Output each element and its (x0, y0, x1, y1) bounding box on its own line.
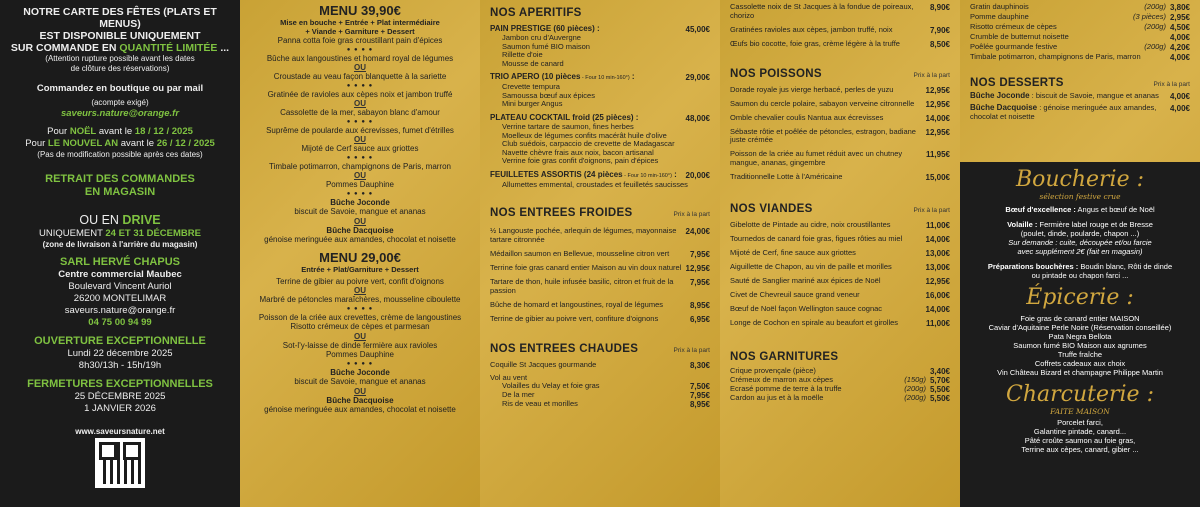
charcuterie-item: Porcelet farci, (1057, 418, 1103, 427)
product-name: Tartare de thon, huile infusée basilic, citron et fruit de la passion (490, 276, 674, 295)
product-price: 12,95€ (925, 99, 950, 109)
separator: ● ● ● ● (346, 82, 374, 89)
info-panel (0, 0, 240, 507)
menu-item: Risotto crémeux de cèpes et parmesan (290, 322, 430, 331)
product-quantity: (150g) (904, 374, 926, 384)
separator: ● ● ● ● (346, 305, 374, 312)
product-name: Sauté de Sanglier mariné aux épices de Noël (730, 275, 881, 285)
product-price: 12,95€ (925, 127, 950, 137)
retrait-heading-2: EN MAGASIN (84, 186, 156, 198)
product-name: Poisson de la criée au fumet réduit avec un chutney mangue, ananas, gingembre (730, 149, 903, 167)
product-row (490, 264, 710, 273)
product-price: 8,50€ (929, 39, 950, 49)
product-row (730, 3, 950, 21)
boucherie-line: avec supplément 2€ (fait en magasin) (1017, 247, 1143, 256)
boucherie-title: Boucherie : (1015, 167, 1145, 192)
contact-email[interactable]: saveurs.nature@orange.fr (64, 304, 176, 316)
charcuterie-item: Pâté croûte saumon au foie gras, (1024, 436, 1136, 445)
product-name: Ecrasé pomme de terre à la truffe (730, 383, 842, 393)
menu-1-title: MENU 39,90€ (319, 3, 401, 18)
product-name: Timbale potimarron, champignons de Paris, marron (970, 52, 1141, 61)
specialties-panel (960, 162, 1200, 507)
section-title: NOS ENTREES CHAUDES Prix à la part (490, 342, 710, 355)
product-name: Aiguillette de Chapon, au vin de paille et morilles (730, 261, 892, 271)
sub-item: Moelleux de légumes confits macérât huile d'olive (502, 130, 667, 140)
product-row (730, 100, 950, 109)
product-row (730, 128, 950, 146)
sub-item: Rillette d'oie (502, 50, 543, 60)
product-row (730, 249, 950, 258)
product-price: 7,90€ (929, 25, 950, 35)
product-price: 11,00€ (925, 318, 950, 328)
product-row (490, 315, 710, 324)
menu-dessert-desc: génoise meringuée aux amandes, chocolat et noisette (264, 405, 456, 414)
sub-item: Jambon cru d'Auvergne (502, 33, 581, 42)
closing-heading: FERMETURES EXCEPTIONNELLES (27, 377, 213, 390)
product-row (490, 250, 710, 259)
sub-item: Saumon fumé BIO maison (502, 41, 590, 51)
section-title: NOS DESSERTS Prix à la part (970, 77, 1190, 89)
product-price: 5,70€ (929, 375, 950, 385)
product-price: 14,00€ (925, 234, 950, 244)
menu-item: Timbale potimarron, champignons de Paris, marron (268, 161, 451, 171)
charcuterie-item: Terrine aux cèpes, canard, gibier ... (1021, 445, 1139, 454)
product-row (730, 263, 950, 272)
epicerie-item: Pata Negra Bellota (1048, 332, 1112, 341)
entrees-chaudes-continued (730, 3, 950, 49)
product-name: Terrine foie gras canard entier Maison au vin doux naturel (490, 262, 682, 272)
menu-item: Pommes Dauphine (325, 180, 395, 189)
product-price: 13,00€ (925, 262, 950, 272)
product-row (730, 291, 950, 300)
opening-heading: OUVERTURE EXCEPTIONNELLE (34, 334, 206, 347)
product-price: 5,50€ (929, 393, 950, 403)
product-name: Civet de Chevreuil sauce grand veneur (730, 289, 860, 299)
product-quantity: (200g) (1144, 2, 1166, 11)
product-row (970, 3, 1190, 12)
product-quantity: (200g) (904, 383, 926, 393)
boucherie-line: (poulet, dinde, poularde, chapon ...) (1020, 229, 1140, 238)
address-line: 26200 MONTELIMAR (73, 292, 167, 304)
section-title: NOS APERITIFS (490, 7, 582, 19)
menu-1-subtitle: + Viande + Garniture + Dessert (305, 27, 415, 36)
section-title: NOS POISSONS Prix à la part (730, 67, 950, 80)
menu-dessert: Bûche Joconde (330, 367, 390, 377)
product-name: Dorade royale jus vierge herbacé, perles de yuzu (730, 84, 894, 94)
menu-item: Mijoté de Cerf sauce aux griottes (301, 144, 419, 153)
product-price: 7,95€ (689, 249, 710, 259)
intro-line-3: SUR COMMANDE EN QUANTITÉ LIMITÉE ... (10, 42, 230, 54)
drive-line: OU EN DRIVE (79, 213, 161, 227)
sub-item: Mini burger Angus (502, 99, 563, 109)
product-row (970, 23, 1190, 32)
product-price: 11,95€ (925, 150, 950, 160)
product-price: 24,00€ (685, 227, 710, 237)
menu-item: Marbré de pétoncles maraîchères, mousseline ciboulette (259, 295, 461, 304)
product-name: Cassolette noix de St Jacques à la fondue de poireaux, chorizo (730, 2, 914, 20)
menu-1-subtitle: Mise en bouche + Entrée + Plat intermédiaire (280, 18, 440, 27)
product-price: 13,00€ (925, 248, 950, 258)
product-row (970, 43, 1190, 52)
closing-date: 1 JANVIER 2026 (84, 402, 156, 414)
or-label: OU (354, 135, 366, 144)
plats-column (720, 0, 960, 507)
product-name: Crumble de butternut noisette (970, 32, 1069, 41)
menu-item: Gratinée de ravioles aux cèpes noix et jambon truffé (267, 89, 453, 99)
separator: ● ● ● ● (346, 190, 374, 197)
qr-code-icon[interactable] (95, 438, 145, 488)
boucherie-line: Bœuf d'excellence : Angus et bœuf de Noël (1005, 205, 1155, 214)
charcuterie-item: Galantine pintade, canard... (1033, 427, 1127, 436)
product-name: Crique provençale (pièce) (730, 365, 816, 375)
menu-item: Pommes Dauphine (325, 350, 395, 359)
product-row: De la mer 7,95€ (502, 390, 710, 401)
product-name: Médaillon saumon en Bellevue, mousseline citron vert (490, 248, 670, 258)
product-price: 14,00€ (925, 304, 950, 314)
drive-dates: UNIQUEMENT 24 ET 31 DÉCEMBRE (39, 228, 201, 239)
product-price: 8,90€ (929, 3, 950, 12)
menu-item: Sot-l'y-laisse de dinde fermière aux ravioles (282, 340, 438, 350)
product-price: 14,00€ (925, 113, 950, 123)
product-row (730, 235, 950, 244)
product-quantity: (200g) (1144, 22, 1166, 31)
product-price: 12,95€ (925, 276, 950, 286)
product-row: TRIO APERO (10 pièces - Four 10 min-160°) : 29,00€ (490, 72, 710, 83)
website-link[interactable]: www.saveursnature.net (75, 426, 165, 436)
product-row: Vol au vent (490, 372, 528, 382)
epicerie-item: Foie gras de canard entier MAISON (1020, 314, 1140, 323)
product-row (490, 278, 710, 296)
sub-item: Crevette tempura (502, 82, 560, 92)
menu-dessert-desc: génoise meringuée aux amandes, chocolat et noisette (264, 235, 456, 244)
product-name: Risotto crémeux de cèpes (970, 22, 1057, 31)
product-name: Œufs bio cocotte, foie gras, crème légère à la truffe (730, 38, 900, 48)
product-name: Longe de Cochon en spirale au beaufort et girolles (730, 317, 899, 327)
nouvel-an-deadline: Pour LE NOUVEL AN avant le 26 / 12 / 2025 (25, 137, 215, 149)
product-row: Volailles du Velay et foie gras 7,50€ (502, 381, 710, 392)
retrait-heading: RETRAIT DES COMMANDES (45, 173, 195, 185)
sub-item: Mousse de canard (502, 58, 564, 68)
product-name: Saumon du cercle polaire, sabayon verveine citronnelle (730, 98, 915, 108)
product-price: 12,95€ (925, 85, 950, 95)
product-name: Terrine de gibier au poivre vert, confiture d'oignons (490, 313, 659, 323)
product-row (730, 277, 950, 286)
menu-item: Poisson de la criée aux crevettes, crème de langoustines (258, 312, 462, 322)
menu-2-title: MENU 29,00€ (319, 249, 401, 265)
product-quantity: (200g) (1144, 42, 1166, 51)
intro-line-2: EST DISPONIBLE UNIQUEMENT (39, 30, 201, 42)
viandes-list (730, 221, 950, 328)
product-price: 11,00€ (925, 220, 950, 230)
product-price: 3,80€ (1169, 3, 1190, 12)
product-price: 4,00€ (1169, 53, 1190, 62)
product-name: Bœuf de Noël façon Wellington sauce cognac (730, 303, 883, 313)
or-label: OU (354, 386, 366, 396)
product-row: Bûche Joconde : biscuit de Savoie, mangue et ananas 4,00€ (970, 91, 1190, 101)
product-price: 4,00€ (1169, 33, 1190, 42)
menu-dessert: Bûche Dacquoise (326, 395, 394, 405)
product-row: PAIN PRESTIGE (60 pièces) : 45,00€ (490, 24, 710, 34)
sub-item: Verrine tartare de saumon, fines herbes (502, 121, 634, 131)
product-name: Poêlée gourmande festive (970, 42, 1058, 51)
charcuterie-subtitle: FAITE MAISON (1050, 407, 1110, 416)
product-row (730, 221, 950, 230)
product-name: Bûche de homard et langoustines, royal de légumes (490, 299, 664, 309)
entrees-froides-list (490, 227, 710, 323)
epicerie-list (970, 314, 1190, 377)
note: de clôture des réservations) (70, 63, 170, 73)
product-name: Mijoté de Cerf, fine sauce aux griottes (730, 247, 856, 257)
epicerie-title: Épicerie : (1026, 285, 1134, 310)
product-name: ½ Langouste pochée, arlequin de légumes, mayonnaise tartare citronnée (490, 226, 677, 245)
sub-item: Club suédois, carpaccio de crevette de Madagascar (502, 139, 675, 149)
product-row (730, 86, 950, 95)
product-row (730, 173, 950, 182)
product-name: Sébaste rôtie et poêlée de pétoncles, estragon, badiane juste crémée (730, 126, 916, 145)
menu-item: Suprême de poularde aux écrevisses, fumet d'étrilles (266, 125, 454, 135)
product-price: 2,95€ (1169, 13, 1190, 22)
menu-item: Croustade au veau façon blanquette à la sariette (273, 72, 447, 81)
menu-item: Terrine de gibier au poivre vert, confit d'oignons (276, 276, 444, 286)
poissons-list (730, 86, 950, 182)
garnitures-list (730, 367, 950, 403)
noel-deadline: Pour NOËL avant le 18 / 12 / 2025 (47, 125, 193, 137)
sub-item: Allumettes emmental, croustades et feuilletés saucisses (502, 179, 688, 189)
menu-item: Bûche aux langoustines et homard royal de légumes (266, 53, 454, 63)
product-row: PLATEAU COCKTAIL froid (25 pièces) : 48,00€ (490, 112, 710, 123)
address-line: Boulevard Vincent Auriol (68, 280, 172, 292)
address-line: Centre commercial Maubec (58, 268, 182, 280)
menus-panel (240, 0, 480, 507)
menu-dessert: Bûche Joconde (330, 197, 390, 207)
epicerie-item: Truffe fraîche (1057, 350, 1103, 359)
opening-hours: 8h30/13h - 15h/19h (78, 359, 162, 371)
order-info: Commandez en boutique ou par mail (36, 83, 204, 94)
or-label: OU (354, 171, 366, 180)
product-row (730, 305, 950, 314)
note: (Attention rupture possible avant les dates (45, 54, 195, 63)
product-name: Gratinées ravioles aux cèpes, jambon truffé, noix (730, 24, 893, 34)
or-label: OU (354, 63, 366, 72)
charcuterie-list (970, 418, 1190, 454)
boucherie-line: Volaille : Fermière label rouge et de Bresse (1007, 220, 1153, 229)
sub-item: Navette chèvre frais aux noix, bacon artisanal (502, 147, 654, 157)
epicerie-item: Coffrets cadeaux aux choix (1034, 359, 1126, 368)
menu-dessert-desc: biscuit de Savoie, mangue et ananas (294, 377, 426, 386)
menu-item: Cassolette de la mer, sabayon blanc d'amour (280, 108, 440, 117)
product-row (730, 319, 950, 328)
product-name: Crémeux de marron aux cèpes (730, 374, 833, 384)
product-name: Cardon au jus et à la moëlle (730, 392, 824, 402)
separator: ● ● ● ● (346, 360, 374, 367)
or-label: OU (354, 286, 366, 295)
epicerie-item: Caviar d'Aquitaine Perle Noire (Réservation conseillée) (988, 323, 1172, 332)
no-modification-note: (Pas de modification possible après ces dates) (37, 149, 203, 159)
product-row (730, 114, 950, 123)
product-name: Pomme dauphine (970, 12, 1029, 21)
menu-2-subtitle: Entrée + Plat/Garniture + Dessert (301, 264, 419, 274)
product-name: Gibelotte de Pintade au cidre, noix croustillantes (730, 219, 891, 229)
drive-zone: (zone de livraison à l'arrière du magasin) (42, 240, 198, 249)
product-price: 15,00€ (925, 172, 950, 182)
product-row (730, 26, 950, 35)
product-row (730, 150, 950, 168)
product-row (970, 13, 1190, 22)
separator: ● ● ● ● (346, 154, 374, 161)
product-row (730, 394, 950, 403)
menu-item: Panna cotta foie gras croustillant pain d'épices (277, 36, 443, 45)
product-quantity: (3 pièces) (1133, 12, 1166, 21)
product-price: 5,50€ (929, 384, 950, 394)
section-title: NOS GARNITURES (730, 350, 839, 363)
intro-line-1: NOTRE CARTE DES FÊTES (PLATS ET MENUS) (23, 6, 217, 30)
product-row: Ris de veau et morilles 8,95€ (502, 399, 710, 410)
order-email[interactable]: saveurs.nature@orange.fr (60, 107, 180, 119)
product-name: Tournedos de canard foie gras, figues rôties au miel (730, 233, 903, 243)
product-name: Traditionnelle Lotte à l'Américaine (730, 171, 843, 181)
product-row (730, 40, 950, 49)
product-price: 4,50€ (1169, 23, 1190, 32)
boucherie-line: Préparations bouchères : Boudin blanc, Rôti de dinde (987, 262, 1173, 271)
epicerie-item: Vin Château Bizard et champagne Philippe Martin (997, 368, 1163, 377)
menu-dessert: Bûche Dacquoise (326, 225, 394, 235)
product-price: 4,20€ (1169, 43, 1190, 52)
sub-item: Samoussa bœuf aux épices (502, 90, 595, 100)
product-name: Gratin dauphinois (970, 2, 1029, 11)
boucherie-line: ou pintade ou chapon farci ... (1031, 271, 1129, 280)
section-title: NOS VIANDES Prix à la part (730, 202, 950, 215)
product-row (970, 53, 1190, 62)
opening-date: Lundi 22 décembre 2025 (67, 347, 173, 359)
product-row (490, 301, 710, 310)
separator: ● ● ● ● (346, 118, 374, 125)
or-label: OU (354, 331, 366, 341)
product-name: Omble chevalier coulis Nantua aux écrevisses (730, 112, 884, 122)
aperitifs-entrees-column (480, 0, 720, 507)
product-price: 6,95€ (689, 314, 710, 324)
product-row: FEUILLETES ASSORTIS (24 pièces - Four 10 min-160°) : 20,00€ (490, 169, 710, 180)
product-row (970, 33, 1190, 42)
charcuterie-title: Charcuterie : (1006, 382, 1154, 407)
product-row (490, 227, 710, 245)
phone-number[interactable]: 04 75 00 94 99 (88, 316, 152, 328)
product-price: 8,95€ (689, 300, 710, 310)
product-row: Bûche Dacquoise : génoise meringuée aux amandes, chocolat et noisette 4,00€ (970, 103, 1190, 121)
section-title: NOS ENTREES FROIDES Prix à la part (490, 207, 710, 220)
company-name: SARL HERVÉ CHAPUS (59, 255, 180, 268)
separator: ● ● ● ● (346, 46, 374, 53)
product-price: 3,40€ (929, 366, 950, 376)
or-label: OU (354, 99, 366, 108)
deposit-note: (acompte exigé) (91, 98, 149, 107)
garnitures-continued (970, 3, 1190, 62)
product-price: 12,95€ (685, 263, 710, 273)
boucherie-subtitle: sélection festive crue (1039, 192, 1121, 201)
epicerie-item: Saumon fumé BIO Maison aux agrumes (1013, 341, 1147, 350)
product-row: Coquille St Jacques gourmande 8,30€ (490, 359, 710, 370)
boucherie-line: Sur demande : cuite, découpée et/ou farcie (1008, 238, 1152, 247)
product-price: 7,95€ (689, 277, 710, 287)
sub-item: Verrine foie gras confit d'oignons, pain d'épices (502, 156, 659, 166)
product-quantity: (200g) (904, 392, 926, 402)
or-label: OU (354, 216, 366, 226)
closing-date: 25 DÉCEMBRE 2025 (74, 390, 166, 402)
product-price: 16,00€ (925, 290, 950, 300)
menu-dessert-desc: biscuit de Savoie, mangue et ananas (294, 207, 426, 216)
